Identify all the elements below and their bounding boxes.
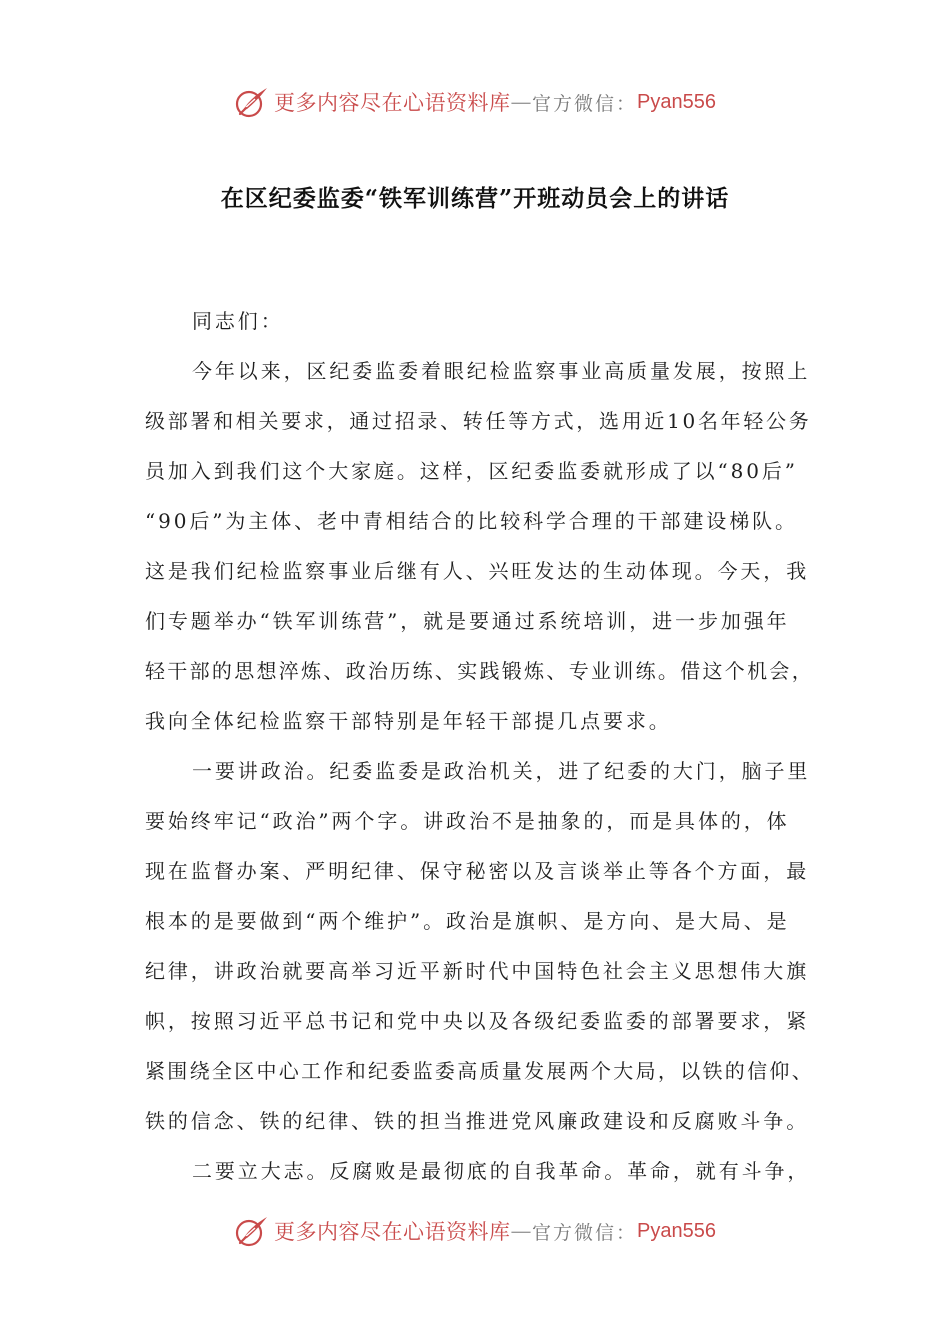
body-line: 员加入到我们这个大家庭。这样，区纪委监委就形成了以“80后” [145, 459, 798, 483]
quill-logo-icon [234, 84, 270, 120]
body-line: “90后”为主体、老中青相结合的比较科学合理的干部建设梯队。 [145, 509, 798, 533]
body-line: 一要讲政治。纪委监委是政治机关，进了纪委的大门，脑子里 [192, 759, 811, 783]
quill-logo-icon [234, 1213, 270, 1249]
greeting: 同志们： [192, 309, 284, 333]
banner-wechat-id: Pyan556 [637, 90, 716, 113]
document-title: 在区纪委监委“铁军训练营”开班动员会上的讲话 [220, 185, 730, 212]
body-line: 今年以来，区纪委监委着眼纪检监察事业高质量发展，按照上 [192, 359, 811, 383]
banner-wechat-label: 官方微信： [532, 1221, 638, 1244]
body-line: 我向全体纪检监察干部特别是年轻干部提几点要求。 [145, 709, 672, 733]
body-line: 轻干部的思想淬炼、政治历练、实践锻炼、专业训练。借这个机会， [145, 659, 814, 683]
banner-wechat-label: 官方微信： [532, 92, 638, 115]
document-body [145, 296, 815, 1196]
body-line: 要始终牢记“政治”两个字。讲政治不是抽象的，而是具体的，体 [145, 809, 790, 833]
body-line: 根本的是要做到“两个维护”。政治是旗帜、是方向、是大局、是 [145, 909, 790, 933]
banner-dash: — [510, 90, 532, 114]
banner-brand-text: 更多内容尽在心语资料库 [274, 1220, 511, 1244]
header-watermark-banner [0, 82, 950, 122]
banner-wechat-id: Pyan556 [637, 1219, 716, 1242]
banner-dash: — [510, 1219, 532, 1243]
body-line: 二要立大志。反腐败是最彻底的自我革命。革命，就有斗争， [192, 1159, 811, 1183]
body-lines [145, 346, 815, 1196]
body-line: 帜，按照习近平总书记和党中央以及各级纪委监委的部署要求，紧 [145, 1009, 810, 1033]
body-line: 现在监督办案、严明纪律、保守秘密以及言谈举止等各个方面，最 [145, 859, 810, 883]
body-line: 铁的信念、铁的纪律、铁的担当推进党风廉政建设和反腐败斗争。 [145, 1109, 810, 1133]
body-line: 紧围绕全区中心工作和纪委监委高质量发展两个大局，以铁的信仰、 [145, 1059, 814, 1083]
body-line: 纪律，讲政治就要高举习近平新时代中国特色社会主义思想伟大旗 [145, 959, 810, 983]
body-line: 们专题举办“铁军训练营”，就是要通过系统培训，进一步加强年 [145, 609, 790, 633]
body-line: 级部署和相关要求，通过招录、转任等方式，选用近10名年轻公务 [145, 409, 812, 433]
footer-watermark-banner [0, 1211, 950, 1251]
banner-brand-text: 更多内容尽在心语资料库 [274, 91, 511, 115]
body-line: 这是我们纪检监察事业后继有人、兴旺发达的生动体现。今天，我 [145, 559, 810, 583]
